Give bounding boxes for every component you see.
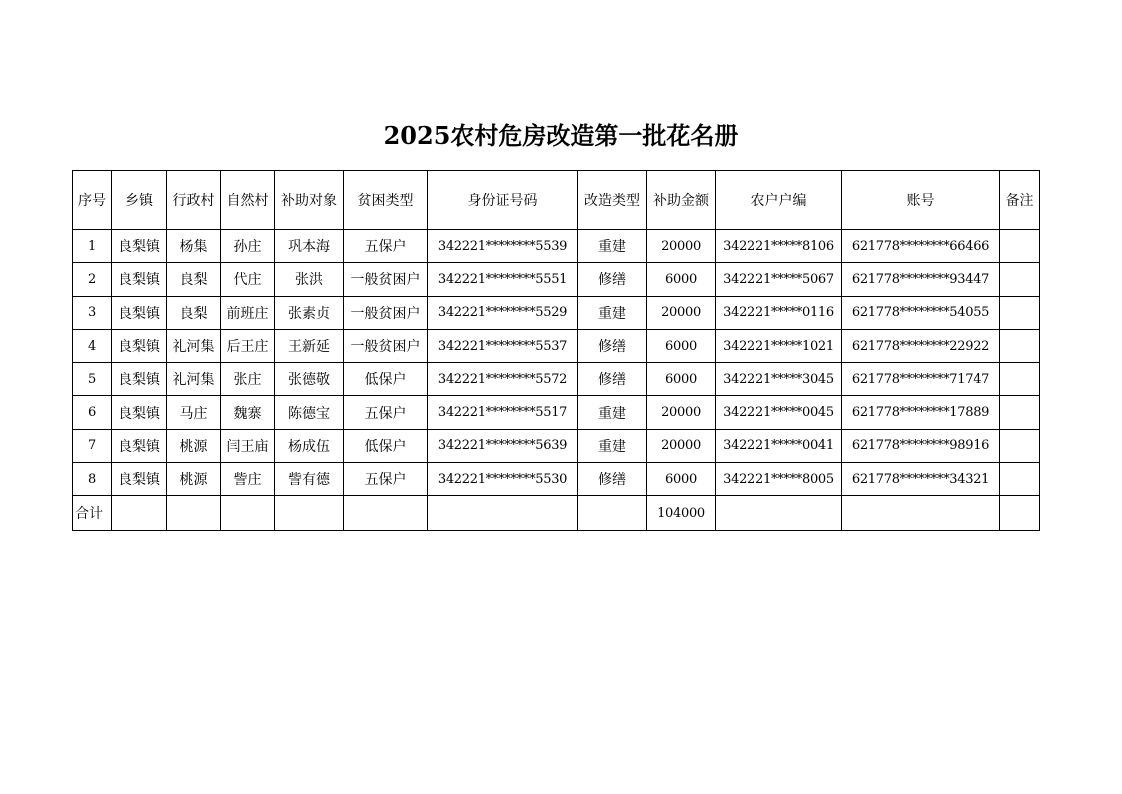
table-row <box>73 363 1040 396</box>
cell-account: 621778********17889 <box>842 396 1000 429</box>
header-row <box>73 171 1040 230</box>
total-empty-cell <box>716 496 842 531</box>
cell-admin-village: 桃源 <box>167 429 221 462</box>
cell-renovation-type: 重建 <box>578 429 647 462</box>
total-empty-cell <box>344 496 428 531</box>
cell-account: 621778********71747 <box>842 363 1000 396</box>
total-empty-cell <box>221 496 275 531</box>
total-empty-cell <box>112 496 167 531</box>
cell-renovation-type: 重建 <box>578 296 647 329</box>
column-header-renovation-type: 改造类型 <box>578 171 647 230</box>
cell-note <box>1000 396 1040 429</box>
cell-recipient: 张洪 <box>275 263 344 296</box>
column-header-id-number: 身份证号码 <box>428 171 578 230</box>
column-header-natural-village: 自然村 <box>221 171 275 230</box>
column-header-poverty-type: 贫困类型 <box>344 171 428 230</box>
cell-note <box>1000 230 1040 263</box>
cell-no: 6 <box>73 396 112 429</box>
cell-poverty-type: 一般贫困户 <box>344 329 428 362</box>
cell-amount: 20000 <box>647 230 716 263</box>
cell-note <box>1000 263 1040 296</box>
column-header-account: 账号 <box>842 171 1000 230</box>
cell-natural-village: 訾庄 <box>221 463 275 496</box>
cell-natural-village: 孙庄 <box>221 230 275 263</box>
cell-household-code: 342221*****8005 <box>716 463 842 496</box>
cell-natural-village: 魏寨 <box>221 396 275 429</box>
cell-note <box>1000 296 1040 329</box>
cell-note <box>1000 463 1040 496</box>
cell-amount: 6000 <box>647 329 716 362</box>
roster-body <box>73 230 1040 496</box>
cell-town: 良梨镇 <box>112 363 167 396</box>
cell-town: 良梨镇 <box>112 296 167 329</box>
cell-poverty-type: 一般贫困户 <box>344 263 428 296</box>
cell-poverty-type: 低保户 <box>344 429 428 462</box>
cell-admin-village: 桃源 <box>167 463 221 496</box>
table-row <box>73 329 1040 362</box>
cell-town: 良梨镇 <box>112 263 167 296</box>
cell-id-number: 342221********5517 <box>428 396 578 429</box>
cell-household-code: 342221*****0045 <box>716 396 842 429</box>
column-header-recipient: 补助对象 <box>275 171 344 230</box>
cell-recipient: 王新延 <box>275 329 344 362</box>
column-header-town: 乡镇 <box>112 171 167 230</box>
cell-poverty-type: 五保户 <box>344 396 428 429</box>
total-empty-cell <box>578 496 647 531</box>
cell-admin-village: 良梨 <box>167 263 221 296</box>
cell-recipient: 张素贞 <box>275 296 344 329</box>
cell-amount: 20000 <box>647 296 716 329</box>
total-empty-cell <box>167 496 221 531</box>
cell-natural-village: 前班庄 <box>221 296 275 329</box>
cell-natural-village: 闫王庙 <box>221 429 275 462</box>
table-row <box>73 396 1040 429</box>
cell-recipient: 陈德宝 <box>275 396 344 429</box>
cell-household-code: 342221*****3045 <box>716 363 842 396</box>
table-row <box>73 230 1040 263</box>
column-header-admin-village: 行政村 <box>167 171 221 230</box>
cell-household-code: 342221*****8106 <box>716 230 842 263</box>
cell-renovation-type: 重建 <box>578 396 647 429</box>
total-empty-cell <box>275 496 344 531</box>
cell-amount: 20000 <box>647 429 716 462</box>
cell-id-number: 342221********5572 <box>428 363 578 396</box>
cell-amount: 20000 <box>647 396 716 429</box>
cell-account: 621778********98916 <box>842 429 1000 462</box>
cell-admin-village: 马庄 <box>167 396 221 429</box>
cell-account: 621778********22922 <box>842 329 1000 362</box>
cell-household-code: 342221*****5067 <box>716 263 842 296</box>
cell-household-code: 342221*****0116 <box>716 296 842 329</box>
total-empty-cell <box>1000 496 1040 531</box>
column-header-no: 序号 <box>73 171 112 230</box>
total-empty-cell <box>842 496 1000 531</box>
page-title: 2025农村危房改造第一批花名册 <box>383 121 739 150</box>
cell-account: 621778********93447 <box>842 263 1000 296</box>
cell-account: 621778********54055 <box>842 296 1000 329</box>
cell-no: 8 <box>73 463 112 496</box>
cell-id-number: 342221********5537 <box>428 329 578 362</box>
cell-recipient: 訾有德 <box>275 463 344 496</box>
cell-amount: 6000 <box>647 363 716 396</box>
cell-id-number: 342221********5639 <box>428 429 578 462</box>
cell-no: 5 <box>73 363 112 396</box>
cell-household-code: 342221*****0041 <box>716 429 842 462</box>
cell-id-number: 342221********5529 <box>428 296 578 329</box>
cell-admin-village: 杨集 <box>167 230 221 263</box>
cell-renovation-type: 修缮 <box>578 263 647 296</box>
cell-town: 良梨镇 <box>112 230 167 263</box>
cell-id-number: 342221********5539 <box>428 230 578 263</box>
cell-poverty-type: 低保户 <box>344 363 428 396</box>
cell-account: 621778********66466 <box>842 230 1000 263</box>
cell-admin-village: 礼河集 <box>167 363 221 396</box>
cell-poverty-type: 五保户 <box>344 463 428 496</box>
cell-poverty-type: 一般贫困户 <box>344 296 428 329</box>
total-label: 合计 <box>73 496 112 531</box>
cell-renovation-type: 修缮 <box>578 363 647 396</box>
cell-renovation-type: 修缮 <box>578 463 647 496</box>
cell-no: 4 <box>73 329 112 362</box>
cell-amount: 6000 <box>647 463 716 496</box>
cell-admin-village: 礼河集 <box>167 329 221 362</box>
cell-no: 2 <box>73 263 112 296</box>
cell-natural-village: 代庄 <box>221 263 275 296</box>
table-row <box>73 263 1040 296</box>
cell-amount: 6000 <box>647 263 716 296</box>
cell-no: 1 <box>73 230 112 263</box>
cell-no: 3 <box>73 296 112 329</box>
cell-household-code: 342221*****1021 <box>716 329 842 362</box>
table-row <box>73 296 1040 329</box>
cell-town: 良梨镇 <box>112 429 167 462</box>
cell-note <box>1000 429 1040 462</box>
cell-recipient: 张德敬 <box>275 363 344 396</box>
column-header-amount: 补助金额 <box>647 171 716 230</box>
table-row <box>73 463 1040 496</box>
cell-id-number: 342221********5530 <box>428 463 578 496</box>
cell-town: 良梨镇 <box>112 396 167 429</box>
cell-natural-village: 张庄 <box>221 363 275 396</box>
cell-renovation-type: 修缮 <box>578 329 647 362</box>
total-empty-cell <box>428 496 578 531</box>
total-row <box>73 496 1040 531</box>
cell-no: 7 <box>73 429 112 462</box>
total-amount: 104000 <box>647 496 716 531</box>
cell-poverty-type: 五保户 <box>344 230 428 263</box>
cell-id-number: 342221********5551 <box>428 263 578 296</box>
cell-natural-village: 后王庄 <box>221 329 275 362</box>
table-row <box>73 429 1040 462</box>
cell-note <box>1000 329 1040 362</box>
cell-town: 良梨镇 <box>112 329 167 362</box>
column-header-household-code: 农户户编 <box>716 171 842 230</box>
cell-account: 621778********34321 <box>842 463 1000 496</box>
cell-recipient: 巩本海 <box>275 230 344 263</box>
cell-note <box>1000 363 1040 396</box>
cell-admin-village: 良梨 <box>167 296 221 329</box>
cell-renovation-type: 重建 <box>578 230 647 263</box>
roster-table <box>72 170 1040 531</box>
cell-recipient: 杨成伍 <box>275 429 344 462</box>
cell-town: 良梨镇 <box>112 463 167 496</box>
column-header-note: 备注 <box>1000 171 1040 230</box>
